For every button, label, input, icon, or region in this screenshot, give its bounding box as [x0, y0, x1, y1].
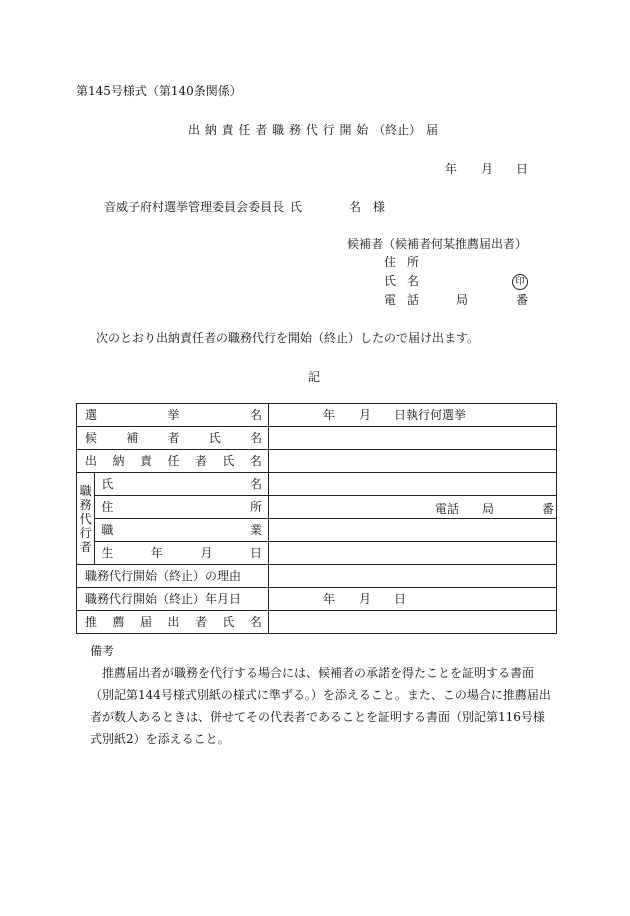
reason-field[interactable] — [269, 565, 557, 588]
applicant-name-c2: 名 — [407, 274, 420, 288]
body-text: 次のとおり出納責任者の職務代行を開始（終止）したので届け出ます。 — [96, 331, 480, 345]
table-row — [77, 427, 557, 450]
title-char: 届 — [425, 123, 438, 137]
remarks-heading: 備考 — [90, 644, 115, 658]
treasurer-name-field[interactable] — [269, 450, 557, 473]
table-row — [77, 519, 557, 542]
table-row — [77, 588, 557, 611]
date-day: 日 — [516, 162, 529, 176]
detail-table — [76, 403, 557, 634]
table-row — [77, 565, 557, 588]
title-char: 任 — [238, 123, 251, 137]
applicant-phone-kyoku: 局 — [456, 293, 469, 307]
table-row — [77, 404, 557, 427]
recommender-name-field[interactable] — [269, 611, 557, 634]
applicant-phone-c2: 話 — [407, 293, 420, 307]
agent-occupation-field[interactable] — [269, 519, 557, 542]
election-label: 選 挙 名 — [85, 408, 262, 422]
title-char: （終止） — [373, 123, 422, 137]
candidate-name-label: 候 補 者 氏 名 — [85, 431, 262, 445]
applicant-phone-ban: 番 — [516, 293, 529, 307]
title-char: 出 — [188, 123, 201, 137]
election-value[interactable]: 年 月 日執行何選挙 — [269, 404, 557, 427]
title-char: 者 — [255, 123, 268, 137]
ki-marker: 記 — [308, 370, 321, 384]
title-char: 職 — [272, 123, 285, 137]
form-number: 第145号様式（第140条関係） — [76, 84, 242, 98]
title-char: 務 — [288, 123, 301, 137]
title-char: 行 — [322, 123, 335, 137]
candidate-name-field[interactable] — [269, 427, 557, 450]
agent-birthdate-label: 生 年 月 日 — [101, 546, 262, 560]
title-char: 責 — [221, 123, 234, 137]
table-row — [77, 473, 557, 496]
addressee-shi: 氏 — [290, 200, 303, 214]
title-char: 納 — [204, 123, 217, 137]
seal-icon: 印 — [512, 274, 528, 290]
date-year: 年 — [445, 162, 458, 176]
remarks — [76, 640, 556, 750]
applicant-address-c2: 所 — [407, 255, 420, 269]
title-char: 代 — [305, 123, 318, 137]
agent-label: 職 務 代 行 者 — [77, 473, 95, 565]
applicant-address-c1: 住 — [384, 255, 397, 269]
agent-name-field[interactable] — [269, 473, 557, 496]
title-char: 始 — [356, 123, 369, 137]
agent-phone-denwa: 電話 — [435, 502, 460, 516]
applicant-phone-c1: 電 — [384, 293, 397, 307]
reason-label: 職務代行開始（終止）の理由 — [85, 569, 242, 583]
start-date-field[interactable]: 年 月 日 — [269, 588, 557, 611]
treasurer-name-label: 出 納 責 任 者 氏 名 — [85, 454, 262, 468]
agent-occupation-label: 職 業 — [101, 523, 262, 537]
remarks-text: 推薦届出者が職務を代行する場合には、候補者の承諾を得たことを証明する書面（別記第144号様式別紙の様式に準ずる。）を添えること。また、この場合に推薦届出者が数人あるときは、併せてその代表者であることを証明する書面（別記第116号様式別紙2）を添えること。 — [90, 666, 551, 746]
applicant-label: 候補者（候補者何某推薦届出者） — [347, 237, 528, 251]
table-row — [77, 611, 557, 634]
addressee-na: 名 — [349, 200, 362, 214]
table-row — [77, 496, 557, 519]
agent-phone-ban: 番 — [542, 502, 555, 516]
addressee-sama: 様 — [373, 200, 386, 214]
recommender-name-label: 推 薦 届 出 者 氏 名 — [85, 615, 262, 629]
form-title — [188, 123, 438, 137]
table-row — [77, 542, 557, 565]
table-row — [77, 450, 557, 473]
agent-address-label: 住 所 — [101, 500, 262, 514]
agent-phone-kyoku: 局 — [482, 502, 495, 516]
addressee-commission: 音威子府村選挙管理委員会委員長 — [104, 200, 285, 214]
agent-birthdate-field[interactable] — [269, 542, 557, 565]
agent-address-field[interactable] — [269, 496, 557, 519]
start-date-label: 職務代行開始（終止）年月日 — [85, 592, 242, 606]
title-char: 開 — [339, 123, 352, 137]
agent-name-label: 氏 名 — [101, 477, 262, 491]
applicant-name-c1: 氏 — [384, 274, 397, 288]
date-month: 月 — [481, 162, 494, 176]
